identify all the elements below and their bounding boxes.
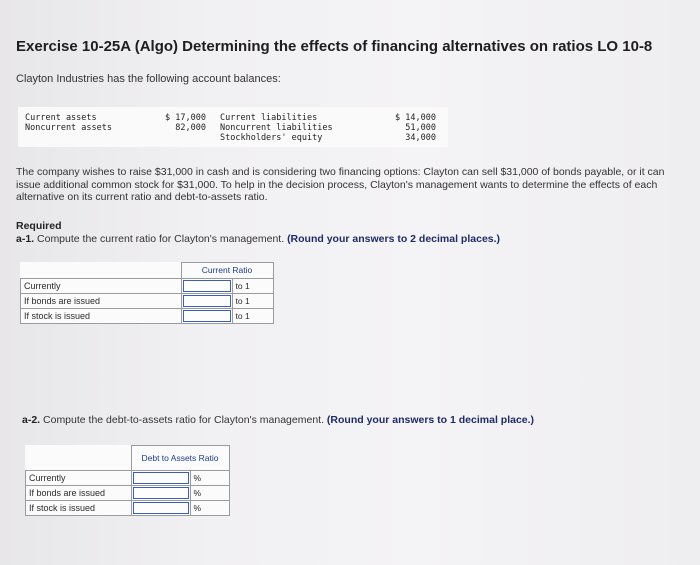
balance-label: Current assets: [25, 113, 97, 123]
balance-label: Noncurrent assets: [25, 123, 112, 133]
debt-ratio-bonds-input[interactable]: [131, 486, 190, 501]
row-label: If bonds are issued: [26, 486, 132, 501]
current-ratio-stock-input[interactable]: [181, 309, 232, 324]
table-row: [26, 501, 230, 516]
unit-suffix: to 1: [232, 279, 273, 294]
question-text: Compute the current ratio for Clayton's management.: [37, 233, 285, 245]
balance-value: 82,000: [175, 123, 206, 133]
row-label: If stock is issued: [26, 501, 132, 516]
debt-ratio-stock-input[interactable]: [131, 501, 190, 516]
question-prefix: a-2.: [22, 414, 41, 426]
debt-to-assets-table: [25, 445, 230, 516]
input-box[interactable]: [132, 501, 190, 515]
current-ratio-header: Current Ratio: [181, 263, 273, 279]
debt-ratio-currently-input[interactable]: [131, 471, 190, 486]
balance-label: Current liabilities: [220, 113, 318, 123]
unit-suffix: %: [190, 501, 229, 516]
question-a2: [22, 414, 534, 426]
balance-label: Noncurrent liabilities: [220, 123, 333, 133]
problem-description: The company wishes to raise $31,000 in cash and is considering two financing options: Clayton can sell $31,000 of bonds payable, or it can issue additional common stock for $31,000. To help in the decision process, Clayton's management wants to determine the effects of each alternative on its current ratio and debt-to-assets ratio.: [16, 166, 665, 203]
input-box[interactable]: [132, 471, 190, 485]
input-box[interactable]: [132, 486, 190, 500]
header-spacer: [26, 446, 132, 471]
balance-value: $ 17,000: [165, 113, 206, 123]
input-box[interactable]: [182, 279, 232, 293]
question-a1: [16, 233, 500, 245]
question-prefix: a-1.: [16, 233, 35, 245]
balance-value: 34,000: [405, 133, 436, 143]
input-box[interactable]: [182, 294, 232, 308]
balance-left-labels: [25, 113, 112, 133]
balance-left-values: [158, 113, 206, 133]
table-row: [26, 471, 230, 486]
balance-value: 51,000: [405, 123, 436, 133]
header-spacer: [21, 263, 182, 279]
row-label: Currently: [21, 279, 182, 294]
exercise-title: Exercise 10-25A (Algo) Determining the effects of financing alternatives on ratios LO 10-8: [16, 38, 653, 55]
row-label: Currently: [26, 471, 132, 486]
current-ratio-table: [20, 262, 274, 324]
balance-value: $ 14,000: [395, 113, 436, 123]
question-instruction: (Round your answers to 2 decimal places.): [287, 233, 501, 245]
balance-right-values: [368, 113, 436, 143]
table-row: [21, 279, 274, 294]
required-heading: Required: [16, 220, 62, 232]
row-label: If stock is issued: [21, 309, 182, 324]
unit-suffix: to 1: [232, 294, 273, 309]
unit-suffix: %: [190, 486, 229, 501]
unit-suffix: to 1: [232, 309, 273, 324]
row-label: If bonds are issued: [21, 294, 182, 309]
unit-suffix: %: [190, 471, 229, 486]
question-instruction: (Round your answers to 1 decimal place.): [326, 414, 535, 426]
table-row: [21, 294, 274, 309]
table-row: [26, 486, 230, 501]
input-box[interactable]: [182, 309, 232, 323]
current-ratio-bonds-input[interactable]: [181, 294, 232, 309]
current-ratio-currently-input[interactable]: [181, 279, 232, 294]
question-text: Compute the debt-to-assets ratio for Clayton's management.: [43, 414, 324, 426]
account-balances-table: [18, 107, 448, 147]
intro-text: Clayton Industries has the following account balances:: [16, 73, 281, 85]
balance-right-labels: [220, 113, 333, 143]
balance-label: Stockholders' equity: [220, 133, 323, 143]
debt-to-assets-header: Debt to Assets Ratio: [131, 446, 229, 471]
table-row: [21, 309, 274, 324]
